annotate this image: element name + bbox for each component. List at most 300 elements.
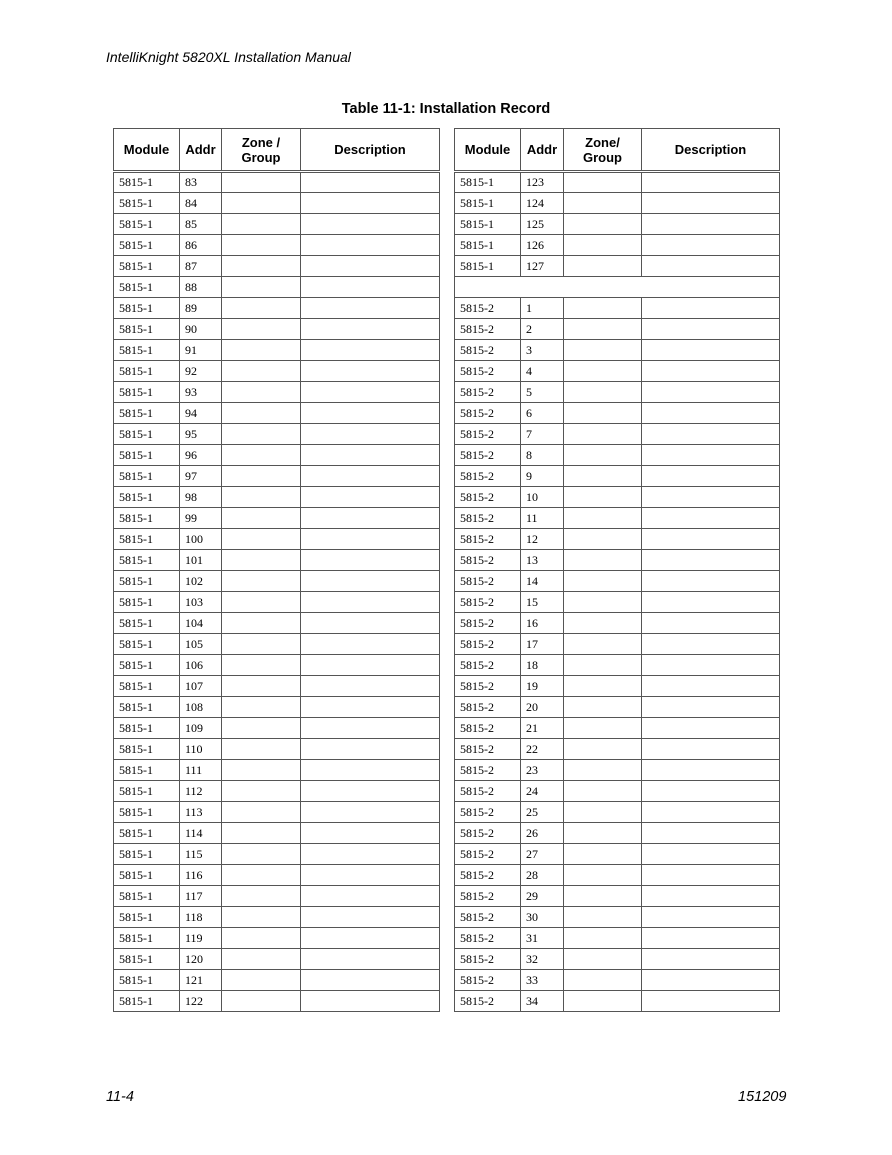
- cell-addr: 16: [521, 613, 564, 634]
- cell-zone-group[interactable]: [564, 403, 642, 424]
- cell-description[interactable]: [642, 487, 780, 508]
- cell-description[interactable]: [642, 571, 780, 592]
- cell-zone-group[interactable]: [564, 907, 642, 928]
- cell-module: 5815-2: [455, 928, 521, 949]
- cell-description[interactable]: [642, 193, 780, 214]
- cell-description[interactable]: [642, 865, 780, 886]
- cell-description[interactable]: [642, 949, 780, 970]
- cell-module: 5815-1: [114, 823, 180, 844]
- cell-module: 5815-2: [455, 298, 521, 319]
- cell-zone-group[interactable]: [222, 823, 301, 844]
- cell-addr: 2: [521, 319, 564, 340]
- cell-description[interactable]: [301, 802, 440, 823]
- cell-module: 5815-1: [114, 214, 180, 235]
- cell-addr: 87: [180, 256, 222, 277]
- cell-zone-group[interactable]: [564, 382, 642, 403]
- cell-addr: 94: [180, 403, 222, 424]
- cell-zone-group[interactable]: [564, 424, 642, 445]
- cell-module: 5815-1: [114, 487, 180, 508]
- table-row: [114, 256, 440, 277]
- table-row: [114, 823, 440, 844]
- cell-addr: 108: [180, 697, 222, 718]
- cell-zone-group[interactable]: [564, 445, 642, 466]
- cell-description[interactable]: [301, 886, 440, 907]
- cell-description[interactable]: [301, 907, 440, 928]
- cell-description[interactable]: [301, 445, 440, 466]
- cell-module: 5815-2: [455, 466, 521, 487]
- cell-addr: 106: [180, 655, 222, 676]
- cell-addr: 86: [180, 235, 222, 256]
- cell-description[interactable]: [642, 802, 780, 823]
- cell-zone-group[interactable]: [222, 403, 301, 424]
- cell-description[interactable]: [642, 445, 780, 466]
- cell-description[interactable]: [642, 466, 780, 487]
- cell-zone-group[interactable]: [564, 823, 642, 844]
- table-row: [114, 613, 440, 634]
- cell-zone-group[interactable]: [564, 676, 642, 697]
- cell-description[interactable]: [642, 235, 780, 256]
- cell-zone-group[interactable]: [222, 592, 301, 613]
- cell-module: 5815-1: [114, 592, 180, 613]
- cell-zone-group[interactable]: [222, 991, 301, 1012]
- cell-zone-group[interactable]: [564, 739, 642, 760]
- table-row: [455, 613, 780, 634]
- cell-zone-group[interactable]: [564, 319, 642, 340]
- cell-addr: 34: [521, 991, 564, 1012]
- cell-description[interactable]: [642, 970, 780, 991]
- cell-zone-group[interactable]: [564, 697, 642, 718]
- table-row: [455, 172, 780, 193]
- cell-module: 5815-2: [455, 781, 521, 802]
- cell-addr: 89: [180, 298, 222, 319]
- table-row: [455, 193, 780, 214]
- table-row: [455, 550, 780, 571]
- cell-zone-group[interactable]: [564, 718, 642, 739]
- cell-zone-group[interactable]: [564, 340, 642, 361]
- cell-zone-group[interactable]: [222, 613, 301, 634]
- cell-description[interactable]: [642, 718, 780, 739]
- cell-module: 5815-1: [114, 760, 180, 781]
- cell-module: 5815-1: [114, 277, 180, 298]
- cell-module: 5815-1: [114, 361, 180, 382]
- cell-zone-group[interactable]: [564, 508, 642, 529]
- table-row: [455, 781, 780, 802]
- cell-zone-group[interactable]: [564, 214, 642, 235]
- cell-addr: 113: [180, 802, 222, 823]
- cell-zone-group[interactable]: [564, 844, 642, 865]
- table-row: [455, 844, 780, 865]
- column-header-module: Module: [114, 129, 180, 172]
- cell-module: 5815-1: [114, 697, 180, 718]
- cell-description[interactable]: [642, 613, 780, 634]
- cell-description[interactable]: [301, 655, 440, 676]
- cell-zone-group[interactable]: [222, 676, 301, 697]
- cell-module: 5815-2: [455, 592, 521, 613]
- installation-record-table-right: [454, 128, 780, 1012]
- table-row: [455, 571, 780, 592]
- cell-module: 5815-2: [455, 529, 521, 550]
- table-row: [114, 529, 440, 550]
- cell-zone-group[interactable]: [222, 550, 301, 571]
- cell-module: 5815-1: [114, 907, 180, 928]
- cell-zone-group[interactable]: [564, 865, 642, 886]
- table-row: [114, 424, 440, 445]
- table-body: [455, 172, 780, 1012]
- cell-zone-group[interactable]: [564, 949, 642, 970]
- table-row: [455, 802, 780, 823]
- table-row: [455, 697, 780, 718]
- cell-description[interactable]: [301, 739, 440, 760]
- table-row: [114, 802, 440, 823]
- cell-addr: 31: [521, 928, 564, 949]
- cell-zone-group[interactable]: [222, 424, 301, 445]
- cell-description[interactable]: [301, 172, 440, 193]
- cell-description[interactable]: [642, 634, 780, 655]
- cell-description[interactable]: [301, 970, 440, 991]
- table-row: [455, 235, 780, 256]
- table-row: [114, 550, 440, 571]
- cell-addr: 100: [180, 529, 222, 550]
- table-row: [114, 403, 440, 424]
- cell-description[interactable]: [301, 235, 440, 256]
- table-row: [455, 970, 780, 991]
- cell-zone-group[interactable]: [222, 235, 301, 256]
- cell-module: 5815-2: [455, 865, 521, 886]
- cell-zone-group[interactable]: [222, 487, 301, 508]
- cell-zone-group[interactable]: [222, 802, 301, 823]
- cell-description[interactable]: [642, 928, 780, 949]
- cell-zone-group[interactable]: [222, 697, 301, 718]
- cell-description[interactable]: [642, 886, 780, 907]
- cell-zone-group[interactable]: [564, 886, 642, 907]
- cell-description[interactable]: [642, 382, 780, 403]
- cell-zone-group[interactable]: [222, 844, 301, 865]
- cell-description[interactable]: [642, 319, 780, 340]
- cell-description[interactable]: [642, 676, 780, 697]
- cell-module: 5815-2: [455, 634, 521, 655]
- table-title: Table 11-1: Installation Record: [341, 101, 551, 117]
- cell-zone-group[interactable]: [222, 361, 301, 382]
- cell-description[interactable]: [301, 760, 440, 781]
- cell-zone-group[interactable]: [222, 949, 301, 970]
- cell-addr: 118: [180, 907, 222, 928]
- cell-description[interactable]: [301, 466, 440, 487]
- cell-module: 5815-1: [114, 802, 180, 823]
- table-row: [114, 865, 440, 886]
- cell-description[interactable]: [642, 214, 780, 235]
- cell-addr: 14: [521, 571, 564, 592]
- cell-description[interactable]: [301, 844, 440, 865]
- cell-zone-group[interactable]: [222, 193, 301, 214]
- cell-zone-group[interactable]: [222, 781, 301, 802]
- cell-addr: 107: [180, 676, 222, 697]
- table-row: [114, 592, 440, 613]
- cell-description[interactable]: [642, 823, 780, 844]
- table-row: [455, 676, 780, 697]
- cell-module: 5815-2: [455, 655, 521, 676]
- cell-module: 5815-1: [114, 298, 180, 319]
- table-row: [114, 172, 440, 193]
- cell-zone-group[interactable]: [564, 550, 642, 571]
- cell-description[interactable]: [642, 529, 780, 550]
- cell-zone-group[interactable]: [564, 193, 642, 214]
- cell-addr: 92: [180, 361, 222, 382]
- table-row: [114, 718, 440, 739]
- table-row: [114, 970, 440, 991]
- cell-description[interactable]: [301, 487, 440, 508]
- cell-addr: 124: [521, 193, 564, 214]
- cell-addr: 26: [521, 823, 564, 844]
- table-row: [455, 340, 780, 361]
- cell-module: 5815-1: [114, 781, 180, 802]
- table-row: [455, 361, 780, 382]
- cell-addr: 119: [180, 928, 222, 949]
- cell-description[interactable]: [642, 172, 780, 193]
- table-row: [114, 319, 440, 340]
- cell-module: 5815-2: [455, 760, 521, 781]
- cell-zone-group[interactable]: [222, 529, 301, 550]
- cell-module: 5815-1: [114, 655, 180, 676]
- cell-zone-group[interactable]: [564, 781, 642, 802]
- cell-zone-group[interactable]: [564, 172, 642, 193]
- cell-description[interactable]: [642, 781, 780, 802]
- cell-addr: 93: [180, 382, 222, 403]
- cell-description[interactable]: [301, 361, 440, 382]
- cell-description[interactable]: [301, 256, 440, 277]
- cell-description[interactable]: [301, 277, 440, 298]
- cell-module: 5815-1: [455, 235, 521, 256]
- cell-addr: 126: [521, 235, 564, 256]
- cell-zone-group[interactable]: [564, 634, 642, 655]
- cell-addr: 7: [521, 424, 564, 445]
- cell-zone-group[interactable]: [222, 319, 301, 340]
- cell-description[interactable]: [642, 424, 780, 445]
- cell-zone-group[interactable]: [222, 256, 301, 277]
- cell-addr: 120: [180, 949, 222, 970]
- cell-zone-group[interactable]: [222, 634, 301, 655]
- cell-module: 5815-1: [114, 424, 180, 445]
- table-row: [455, 991, 780, 1012]
- cell-description[interactable]: [642, 340, 780, 361]
- table-row: [455, 424, 780, 445]
- cell-description[interactable]: [642, 907, 780, 928]
- cell-zone-group[interactable]: [222, 214, 301, 235]
- cell-addr: 96: [180, 445, 222, 466]
- table-row: [455, 823, 780, 844]
- cell-zone-group[interactable]: [222, 466, 301, 487]
- table-row: [455, 928, 780, 949]
- cell-zone-group[interactable]: [564, 613, 642, 634]
- table-header-row: [114, 129, 440, 172]
- cell-zone-group[interactable]: [222, 907, 301, 928]
- column-header-module: Module: [455, 129, 521, 172]
- cell-description[interactable]: [301, 949, 440, 970]
- cell-module: 5815-1: [114, 382, 180, 403]
- cell-zone-group[interactable]: [222, 886, 301, 907]
- cell-addr: 112: [180, 781, 222, 802]
- cell-zone-group[interactable]: [222, 760, 301, 781]
- cell-module: 5815-1: [114, 991, 180, 1012]
- cell-description[interactable]: [642, 760, 780, 781]
- cell-addr: 95: [180, 424, 222, 445]
- cell-addr: 33: [521, 970, 564, 991]
- cell-zone-group[interactable]: [222, 739, 301, 760]
- cell-addr: 123: [521, 172, 564, 193]
- cell-description[interactable]: [301, 718, 440, 739]
- cell-description[interactable]: [301, 550, 440, 571]
- cell-module: 5815-1: [114, 739, 180, 760]
- cell-zone-group[interactable]: [564, 802, 642, 823]
- cell-module: 5815-1: [455, 256, 521, 277]
- table-row: [114, 991, 440, 1012]
- cell-zone-group[interactable]: [564, 592, 642, 613]
- cell-zone-group[interactable]: [222, 277, 301, 298]
- cell-description[interactable]: [301, 319, 440, 340]
- cell-description[interactable]: [642, 697, 780, 718]
- table-row: [455, 487, 780, 508]
- cell-zone-group[interactable]: [564, 970, 642, 991]
- cell-module: 5815-2: [455, 823, 521, 844]
- cell-addr: 117: [180, 886, 222, 907]
- cell-zone-group[interactable]: [564, 928, 642, 949]
- cell-description[interactable]: [301, 298, 440, 319]
- cell-zone-group[interactable]: [564, 529, 642, 550]
- cell-zone-group[interactable]: [564, 991, 642, 1012]
- table-row: [114, 781, 440, 802]
- table-row: [114, 193, 440, 214]
- cell-zone-group[interactable]: [222, 970, 301, 991]
- cell-module: 5815-1: [114, 928, 180, 949]
- cell-zone-group[interactable]: [222, 928, 301, 949]
- cell-zone-group[interactable]: [222, 298, 301, 319]
- cell-addr: 103: [180, 592, 222, 613]
- cell-description[interactable]: [301, 214, 440, 235]
- cell-description[interactable]: [301, 403, 440, 424]
- cell-addr: 125: [521, 214, 564, 235]
- cell-description[interactable]: [301, 865, 440, 886]
- cell-zone-group[interactable]: [222, 445, 301, 466]
- cell-zone-group[interactable]: [564, 655, 642, 676]
- cell-zone-group[interactable]: [222, 382, 301, 403]
- cell-module: 5815-1: [455, 193, 521, 214]
- table-row: [455, 403, 780, 424]
- cell-zone-group[interactable]: [222, 571, 301, 592]
- cell-addr: 88: [180, 277, 222, 298]
- cell-description[interactable]: [642, 508, 780, 529]
- table-row: [455, 256, 780, 277]
- cell-zone-group[interactable]: [564, 571, 642, 592]
- cell-addr: 13: [521, 550, 564, 571]
- cell-description[interactable]: [301, 613, 440, 634]
- cell-description[interactable]: [301, 424, 440, 445]
- cell-zone-group[interactable]: [564, 298, 642, 319]
- cell-description[interactable]: [642, 991, 780, 1012]
- cell-description[interactable]: [642, 256, 780, 277]
- cell-zone-group[interactable]: [222, 340, 301, 361]
- cell-description[interactable]: [301, 508, 440, 529]
- cell-description[interactable]: [301, 781, 440, 802]
- cell-zone-group[interactable]: [222, 655, 301, 676]
- cell-description[interactable]: [301, 529, 440, 550]
- cell-addr: 28: [521, 865, 564, 886]
- cell-addr: 17: [521, 634, 564, 655]
- cell-description[interactable]: [301, 697, 440, 718]
- cell-description[interactable]: [642, 739, 780, 760]
- table-row: [114, 571, 440, 592]
- cell-module: 5815-1: [114, 634, 180, 655]
- cell-module: 5815-1: [114, 466, 180, 487]
- cell-module: 5815-1: [114, 508, 180, 529]
- cell-module: 5815-1: [114, 970, 180, 991]
- cell-zone-group[interactable]: [222, 508, 301, 529]
- cell-module: 5815-1: [114, 403, 180, 424]
- table-row: [114, 340, 440, 361]
- cell-addr: 19: [521, 676, 564, 697]
- column-header-description: Description: [642, 129, 780, 172]
- cell-description[interactable]: [642, 298, 780, 319]
- cell-zone-group[interactable]: [564, 760, 642, 781]
- cell-description[interactable]: [301, 991, 440, 1012]
- cell-zone-group[interactable]: [564, 466, 642, 487]
- table-header-row: [455, 129, 780, 172]
- cell-description[interactable]: [301, 592, 440, 613]
- cell-zone-group[interactable]: [222, 865, 301, 886]
- table-row: [114, 928, 440, 949]
- cell-zone-group[interactable]: [222, 718, 301, 739]
- column-header-zone-group: Zone/ Group: [564, 129, 642, 172]
- cell-addr: 83: [180, 172, 222, 193]
- cell-description[interactable]: [642, 655, 780, 676]
- cell-description[interactable]: [642, 592, 780, 613]
- cell-description[interactable]: [301, 193, 440, 214]
- cell-description[interactable]: [301, 676, 440, 697]
- cell-addr: 9: [521, 466, 564, 487]
- cell-description[interactable]: [642, 361, 780, 382]
- cell-description[interactable]: [301, 928, 440, 949]
- cell-description[interactable]: [301, 340, 440, 361]
- cell-addr: 12: [521, 529, 564, 550]
- cell-zone-group[interactable]: [564, 235, 642, 256]
- cell-description[interactable]: [642, 844, 780, 865]
- cell-zone-group[interactable]: [564, 361, 642, 382]
- cell-zone-group[interactable]: [564, 256, 642, 277]
- table-row: [114, 466, 440, 487]
- table-row: [114, 739, 440, 760]
- cell-addr: 30: [521, 907, 564, 928]
- cell-description[interactable]: [301, 382, 440, 403]
- table-row: [114, 676, 440, 697]
- table-body: [114, 172, 440, 1012]
- cell-description[interactable]: [301, 634, 440, 655]
- cell-module: 5815-2: [455, 550, 521, 571]
- cell-module: 5815-2: [455, 424, 521, 445]
- cell-module: 5815-1: [114, 193, 180, 214]
- cell-description[interactable]: [642, 403, 780, 424]
- cell-description[interactable]: [301, 823, 440, 844]
- cell-addr: 105: [180, 634, 222, 655]
- cell-module: 5815-2: [455, 718, 521, 739]
- cell-zone-group[interactable]: [564, 487, 642, 508]
- table-row: [455, 508, 780, 529]
- cell-addr: 90: [180, 319, 222, 340]
- cell-description[interactable]: [301, 571, 440, 592]
- cell-zone-group[interactable]: [222, 172, 301, 193]
- cell-module: 5815-1: [114, 718, 180, 739]
- cell-module: 5815-1: [455, 172, 521, 193]
- cell-module: 5815-2: [455, 991, 521, 1012]
- cell-addr: 20: [521, 697, 564, 718]
- cell-description[interactable]: [642, 550, 780, 571]
